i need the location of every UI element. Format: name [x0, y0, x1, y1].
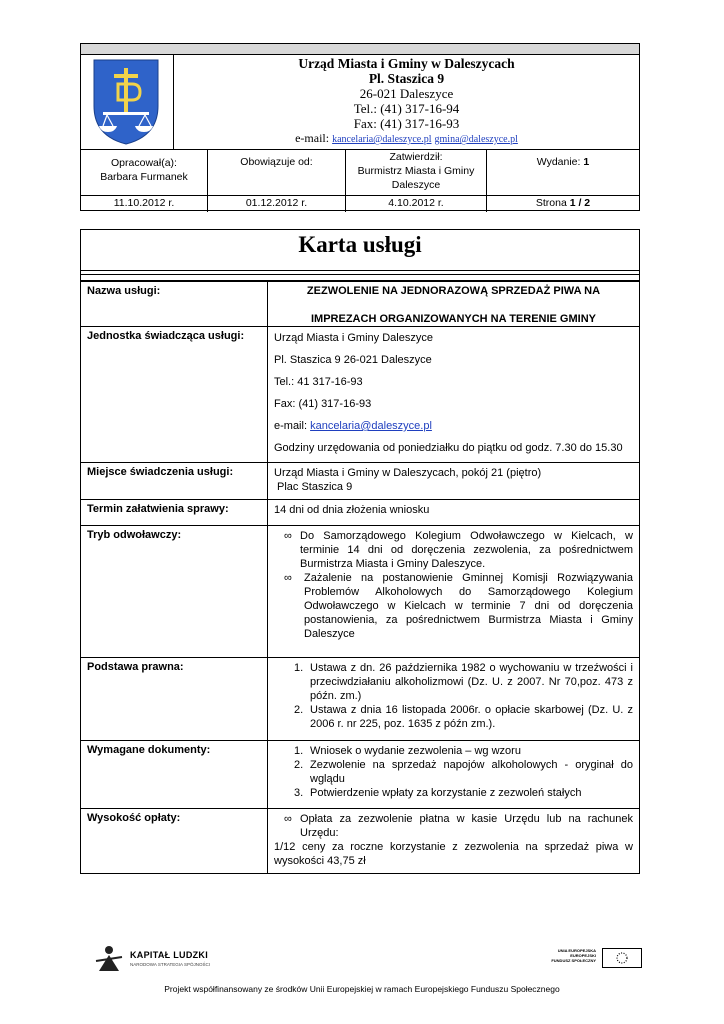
header-meta-row	[81, 149, 639, 196]
page-value: 1 / 2	[569, 197, 591, 209]
docs-item-3: Potwierdzenie wpłaty za korzystanie z zezwoleń stałych	[310, 787, 582, 799]
unit-email-label: e-mail:	[274, 420, 308, 432]
legal-value	[268, 658, 639, 740]
header-date-row	[81, 195, 639, 212]
list-item	[274, 758, 633, 786]
footer-logos	[94, 940, 644, 976]
legal-item-2: Ustawa z dnia 16 listopada 2006r. o opłacie skarbowej (Dz. U. z 2006 r. nr 225, poz. 1635 z późn zm.).	[310, 704, 633, 730]
page-label: Strona	[535, 197, 567, 209]
approved-label: Zatwierdził:	[389, 151, 443, 163]
item-number: 1.	[294, 662, 304, 674]
deadline-value: 14 dni od dnia złożenia wniosku	[274, 504, 430, 516]
unit-fax: Fax: (41) 317-16-93	[274, 398, 372, 410]
row-appeal	[81, 525, 639, 657]
row-fee	[81, 808, 639, 873]
row-place	[81, 462, 639, 499]
eu-flag-icon	[602, 948, 642, 968]
unit-tel: Tel.: 41 317-16-93	[274, 376, 363, 388]
effective-label: Obowiązuje od:	[240, 156, 313, 168]
service-name-line2: IMPREZACH ORGANIZOWANYCH NA TERENIE GMINY	[311, 313, 596, 325]
fee-label: Wysokość opłaty:	[81, 809, 268, 873]
docs-item-2: Zezwolenie na sprzedaż napojów alkoholowych - oryginał do wglądu	[310, 759, 633, 785]
effective-cell	[208, 150, 346, 196]
unit-email-link[interactable]: kancelaria@daleszyce.pl	[310, 420, 432, 432]
place-line1: Urząd Miasta i Gminy w Daleszycach, pokój 21 (piętro)	[274, 467, 542, 479]
bullet-icon: ∞	[284, 813, 292, 825]
list-item	[274, 661, 633, 703]
fee-value	[268, 809, 639, 873]
docs-value	[268, 741, 639, 808]
eu-line3: FUNDUSZ SPOŁECZNY	[551, 958, 596, 963]
docs-list	[274, 744, 633, 800]
eu-line1: UNIA EUROPEJSKA	[557, 948, 596, 953]
office-name: Urząd Miasta i Gminy w Daleszycach	[298, 56, 515, 71]
item-number: 1.	[294, 745, 304, 757]
list-item	[284, 812, 633, 840]
service-name-label: Nazwa usługi:	[81, 282, 268, 326]
eu-text-logo	[546, 948, 596, 963]
kapital-ludzki-icon	[94, 943, 124, 973]
item-number: 2.	[294, 759, 304, 771]
place-line2: Plac Staszica 9	[277, 481, 353, 493]
email-link-kancelaria[interactable]: kancelaria@daleszyce.pl	[332, 134, 432, 145]
place-label: Miejsce świadczenia usługi:	[81, 463, 268, 499]
bullet-icon: ∞	[284, 572, 292, 584]
email-label: e-mail:	[295, 131, 330, 145]
title-divider-2	[81, 274, 639, 275]
title-box	[80, 229, 640, 281]
eu-line2: EUROPEJSKI	[570, 953, 596, 958]
prepared-cell	[81, 150, 208, 196]
list-item	[274, 744, 633, 758]
edition-value: 1	[583, 156, 590, 168]
legal-item-1: Ustawa z dn. 26 października 1982 o wychowaniu w trzeźwości i przeciwdziałaniu alkoholizmowi (Dz. U. z 2007. Nr 70,poz. 473 z późn. zm.)	[310, 662, 633, 702]
page-number	[487, 196, 639, 212]
email-link-gmina[interactable]: gmina@daleszyce.pl	[434, 134, 518, 145]
unit-hours: Godziny urzędowania od poniedziałku do piątku od godz. 7.30 do 15.30	[274, 442, 623, 454]
office-postal: 26-021 Daleszyce	[359, 86, 454, 101]
row-service-name	[81, 281, 639, 326]
date-effective: 01.12.2012 r.	[208, 196, 346, 212]
document-header	[80, 43, 640, 211]
date-approved: 4.10.2012 r.	[346, 196, 487, 212]
unit-name: Urząd Miasta i Gminy Daleszyce	[274, 332, 433, 344]
list-item	[284, 571, 633, 641]
unit-address: Pl. Staszica 9 26-021 Daleszyce	[274, 354, 432, 366]
edition-label: Wydanie:	[536, 156, 581, 168]
item-number: 2.	[294, 704, 304, 716]
place-value	[268, 463, 639, 499]
service-name-value	[268, 282, 639, 326]
list-item	[274, 703, 633, 731]
office-street: Pl. Staszica 9	[368, 71, 445, 86]
fee-item: Opłata za zezwolenie płatna w kasie Urzędu lub na rachunek Urzędu:	[300, 813, 633, 839]
appeal-label: Tryb odwoławczy:	[81, 526, 268, 657]
office-email-line	[174, 131, 639, 147]
fee-list	[274, 812, 633, 840]
office-address	[174, 54, 639, 151]
unit-email-line	[274, 415, 633, 437]
kapital-ludzki-logo	[94, 940, 234, 976]
row-unit	[81, 326, 639, 462]
office-tel: Tel.: (41) 317-16-94	[353, 101, 460, 116]
service-table	[80, 281, 640, 874]
legal-label: Podstawa prawna:	[81, 658, 268, 740]
unit-value	[268, 327, 639, 462]
row-docs	[81, 740, 639, 808]
prepared-by: Barbara Furmanek	[100, 171, 188, 183]
title-divider-1	[81, 270, 639, 271]
fee-text: 1/12 ceny za roczne korzystanie z zezwolenia na sprzedaż piwa w wysokości 43,75 zł	[274, 841, 633, 867]
list-item	[274, 786, 633, 800]
service-name-line1: ZEZWOLENIE NA JEDNORAZOWĄ SPRZEDAŻ PIWA NA	[306, 285, 601, 297]
appeal-list	[274, 529, 633, 641]
appeal-value	[268, 526, 639, 657]
approved-cell	[346, 150, 487, 196]
page-title: Karta usługi	[298, 232, 422, 257]
deadline-label: Termin załatwienia sprawy:	[81, 500, 268, 525]
docs-item-1: Wniosek o wydanie zezwolenia – wg wzoru	[310, 745, 521, 757]
office-fax: Fax: (41) 317-16-93	[353, 116, 460, 131]
docs-label: Wymagane dokumenty:	[81, 741, 268, 808]
kl-title: KAPITAŁ LUDZKI	[130, 950, 209, 960]
appeal-item-2: Zażalenie na postanowienie Gminnej Komisji Rozwiązywania Problemów Alkoholowych do Samorządowego Kolegium Odwoławczego w Kielcach w terminie 7 dni od doręczenia postanowienia, za pośrednictwem Burmistrza Miasta i Gminy Daleszyce	[304, 572, 633, 640]
prepared-label: Opracował(a):	[111, 157, 177, 169]
unit-label: Jednostka świadcząca usługi:	[81, 327, 268, 462]
legal-list	[274, 661, 633, 731]
kl-subtitle: NARODOWA STRATEGIA SPÓJNOŚCI	[130, 962, 211, 967]
row-deadline	[81, 499, 639, 525]
date-prepared: 11.10.2012 r.	[81, 196, 208, 212]
coat-of-arms	[81, 54, 174, 149]
appeal-item-1: Do Samorządowego Kolegium Odwoławczego w Kielcach, w terminie 14 dni od doręczenia zezwolenia, za pośrednictwem Burmistrza Miasta i Gminy Daleszyce.	[300, 530, 633, 570]
item-number: 3.	[294, 787, 304, 799]
bullet-icon: ∞	[284, 530, 292, 542]
list-item	[284, 529, 633, 571]
approved-by: Burmistrz Miasta i Gminy Daleszyce	[357, 165, 475, 191]
edition-cell	[487, 150, 639, 196]
row-legal	[81, 657, 639, 740]
footer-text: Projekt współfinansowany ze środków Unii Europejskiej w ramach Europejskiego Funduszu Społecznego	[164, 984, 560, 994]
